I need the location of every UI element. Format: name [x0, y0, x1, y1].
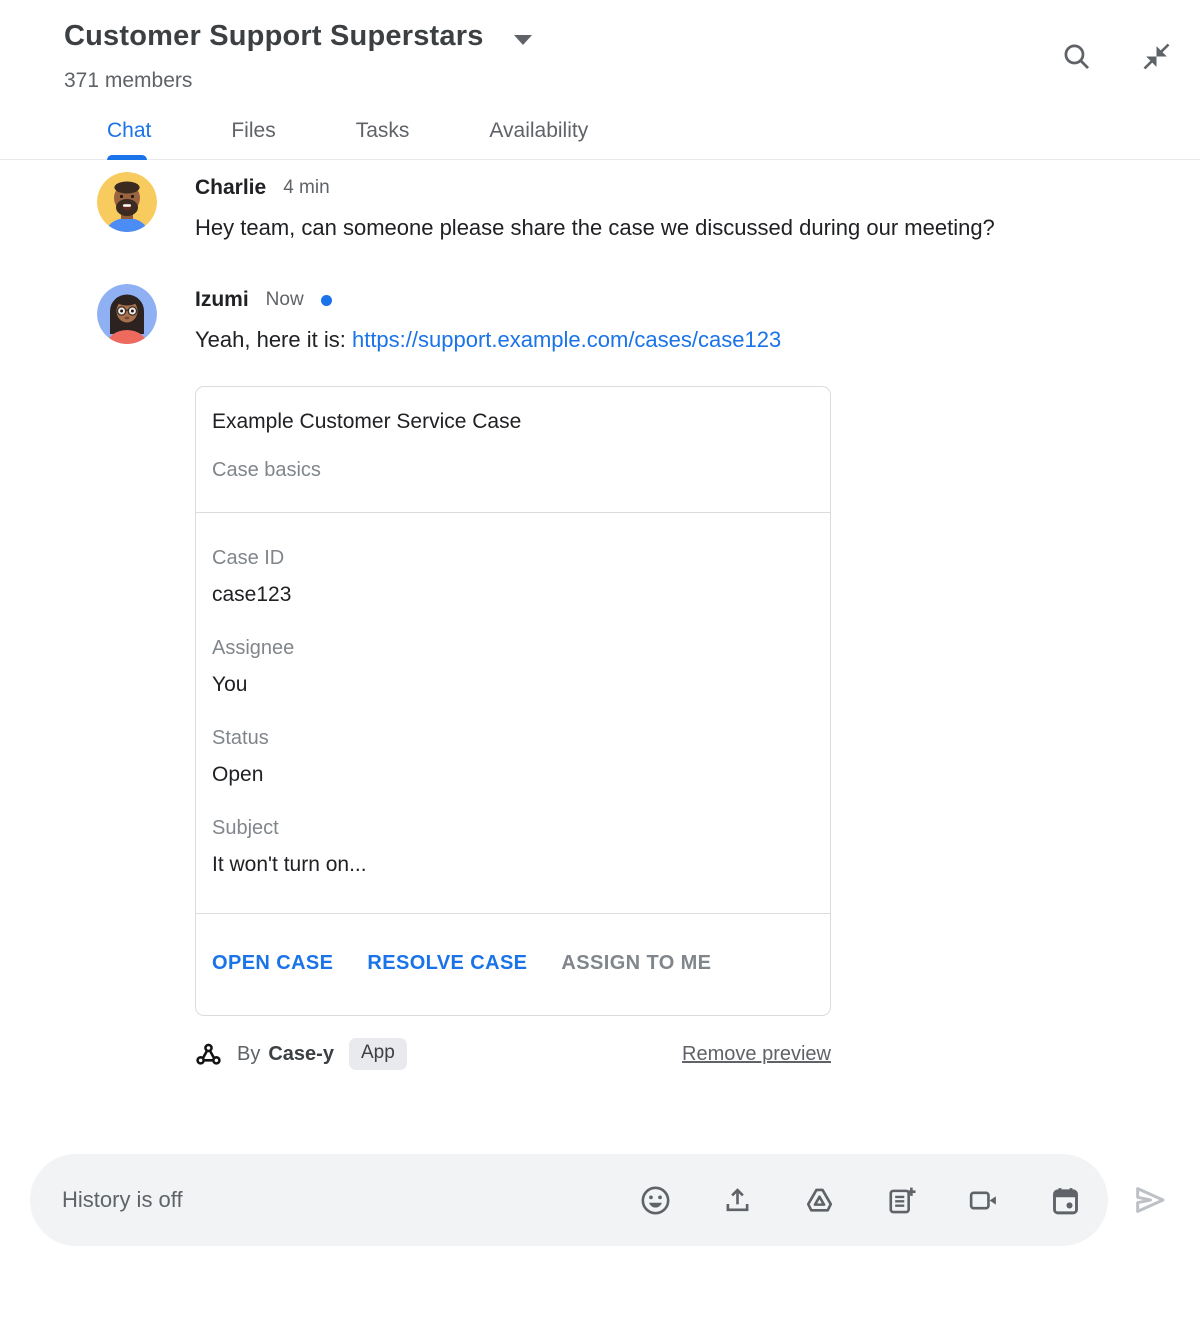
assign-to-me-button[interactable]: ASSIGN TO ME: [561, 952, 712, 974]
message-input[interactable]: History is off: [62, 1187, 183, 1212]
field-assignee: [212, 637, 814, 697]
field-case-id: [212, 547, 814, 607]
message-composer: [0, 1154, 1200, 1246]
upload-icon[interactable]: [720, 1183, 754, 1217]
sender-name[interactable]: Charlie: [195, 176, 267, 199]
field-label: Subject: [212, 817, 279, 839]
collapse-icon[interactable]: [1138, 38, 1174, 74]
tab-tasks[interactable]: Tasks: [355, 119, 410, 142]
webhook-icon: [195, 1041, 222, 1068]
search-icon[interactable]: [1058, 38, 1094, 74]
resolve-case-button[interactable]: RESOLVE CASE: [367, 952, 528, 974]
app-badge: App: [349, 1038, 407, 1070]
card-subtitle: Case basics: [212, 459, 321, 481]
app-name: Case-y: [268, 1042, 334, 1065]
tab-files[interactable]: Files: [231, 119, 276, 142]
sender-name[interactable]: Izumi: [195, 288, 249, 311]
online-presence-dot: [321, 295, 332, 306]
case-link[interactable]: https://support.example.com/cases/case123: [351, 327, 782, 352]
message-timestamp: Now: [265, 289, 304, 310]
field-value: case123: [212, 583, 292, 606]
field-subject: [212, 817, 814, 877]
field-status: [212, 727, 814, 787]
field-label: Assignee: [212, 637, 295, 659]
field-label: Case ID: [212, 547, 285, 569]
field-value: It won't turn on...: [212, 853, 367, 876]
member-count: 371 members: [64, 69, 193, 92]
message-list: [0, 160, 1200, 1070]
message-text: Hey team, can someone please share the case we discussed during our meeting?: [195, 215, 995, 240]
card-title: Example Customer Service Case: [212, 410, 522, 433]
chevron-down-icon[interactable]: [514, 35, 532, 45]
tab-chat[interactable]: Chat: [107, 119, 151, 159]
field-value: You: [212, 673, 248, 696]
room-header: [0, 0, 1200, 160]
message-timestamp: 4 min: [283, 177, 330, 198]
open-case-button[interactable]: OPEN CASE: [212, 952, 334, 974]
calendar-icon[interactable]: [1048, 1183, 1082, 1217]
tab-bar: [0, 119, 1200, 160]
field-label: Status: [212, 727, 269, 749]
message-text-prefix: Yeah, here it is:: [195, 327, 352, 352]
avatar-izumi[interactable]: [97, 284, 157, 344]
tab-availability[interactable]: Availability: [489, 119, 589, 142]
case-preview-card: [195, 386, 831, 1016]
room-title: Customer Support Superstars: [64, 20, 484, 52]
by-label: By: [237, 1042, 261, 1065]
meeting-notes-icon[interactable]: [884, 1183, 918, 1217]
emoji-icon[interactable]: [638, 1183, 672, 1217]
video-icon[interactable]: [966, 1183, 1000, 1217]
message-charlie: [0, 172, 1200, 248]
remove-preview-link[interactable]: Remove preview: [682, 1042, 831, 1065]
avatar-charlie[interactable]: [97, 172, 157, 232]
message-izumi: [0, 284, 1200, 1070]
field-value: Open: [212, 763, 264, 786]
drive-icon[interactable]: [802, 1183, 836, 1217]
composer-pill[interactable]: [30, 1154, 1108, 1246]
message-text: [195, 320, 995, 360]
send-icon[interactable]: [1130, 1180, 1170, 1220]
app-attribution: [195, 1038, 831, 1070]
